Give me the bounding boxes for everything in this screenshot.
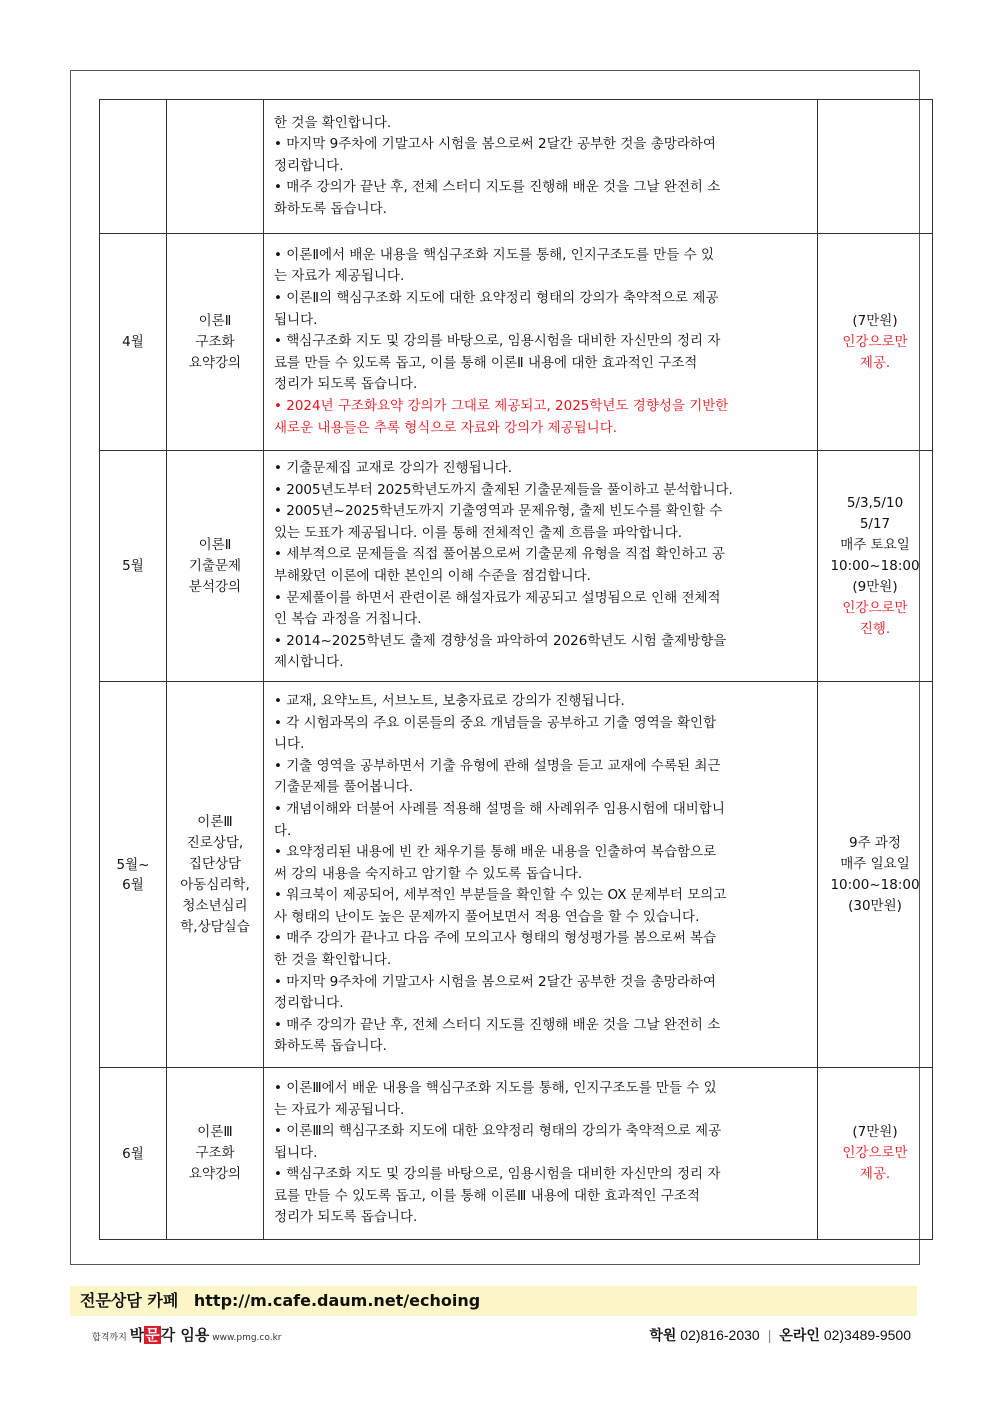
month-cell-line: 6월 xyxy=(122,876,144,893)
course-cell-line: 이론Ⅲ xyxy=(197,813,233,830)
description-cell-line: • 매주 강의가 끝나고 다음 주에 모의고사 형태의 형성평가를 봄으로써 복습 xyxy=(274,930,717,947)
cafe-label: 전문상담 카페 xyxy=(80,1291,179,1310)
description-cell-line: 새로운 내용들은 추록 형식으로 자료와 강의가 제공됩니다. xyxy=(274,419,618,436)
description-cell xyxy=(264,1068,818,1240)
course-cell-line: 요약강의 xyxy=(188,1166,242,1182)
schedule-row xyxy=(100,1068,933,1240)
academy-label: 학원 xyxy=(649,1328,677,1344)
description-cell xyxy=(264,451,818,682)
course-cell xyxy=(167,100,264,234)
description-cell-line: • 2024년 구조화요약 강의가 그대로 제공되고, 2025학년도 경향성을 기반한 xyxy=(274,397,729,414)
description-cell-line: 한 것을 확인합니다. xyxy=(274,952,392,969)
description-cell-line: • 매주 강의가 끝난 후, 전체 스터디 지도를 진행해 배운 것을 그날 완전히 소 xyxy=(274,179,721,196)
description-cell-line: • 핵심구조화 지도 및 강의를 바탕으로, 임용시험을 대비한 자신만의 정리 자 xyxy=(274,333,721,350)
month-cell xyxy=(100,682,167,1068)
description-cell-line: • 이론Ⅱ의 핵심구조화 지도에 대한 요약정리 형태의 강의가 축약적으로 제공 xyxy=(274,290,719,307)
description-cell-line: 있는 도표가 제공됩니다. 이를 통해 전체적인 출제 흐름을 파악합니다. xyxy=(274,524,683,541)
fee-note-cell-line: 진행. xyxy=(859,620,891,637)
description-cell-line: 써 강의 내용을 숙지하고 암기할 수 있도록 돕습니다. xyxy=(274,865,583,882)
description-cell-line: 정리합니다. xyxy=(274,157,344,174)
course-cell xyxy=(167,1068,264,1240)
description-cell-line: • 교재, 요약노트, 서브노트, 보충자료로 강의가 진행됩니다. xyxy=(274,692,625,709)
fee-note-cell xyxy=(818,100,933,234)
course-cell xyxy=(167,234,264,451)
description-cell-line: • 워크북이 제공되어, 세부적인 부분들을 확인할 수 있는 OX 문제부터 모의고 xyxy=(274,887,727,904)
fee-note-cell-line: 5/17 xyxy=(859,515,891,532)
month-cell xyxy=(100,234,167,451)
fee-note-cell-line: 인강으로만 xyxy=(842,333,908,350)
fee-note-cell-line: 인강으로만 xyxy=(842,1145,908,1161)
fee-note-cell xyxy=(818,1068,933,1240)
schedule-table xyxy=(99,99,933,1240)
fee-note-cell-line: 매주 토요일 xyxy=(840,536,910,553)
fee-note-cell xyxy=(818,682,933,1068)
course-cell xyxy=(167,451,264,682)
description-cell-line: 기출문제를 풀어봅니다. xyxy=(274,779,413,796)
course-cell-line: 이론Ⅱ xyxy=(198,312,232,329)
description-cell-line: 화하도록 돕습니다. xyxy=(274,200,387,217)
fee-note-cell-line: 제공. xyxy=(859,354,891,371)
fee-note-cell-line: (7만원) xyxy=(852,1124,898,1140)
fee-note-cell-line: 10:00~18:00 xyxy=(830,876,920,893)
description-cell-line: • 2005년도부터 2025학년도까지 출제된 기출문제들을 풀이하고 분석합니다. xyxy=(274,481,733,498)
fee-note-cell-line: (9만원) xyxy=(852,578,898,595)
description-cell-line: • 이론Ⅱ에서 배운 내용을 핵심구조화 지도를 통해, 인지구조도를 만들 수 있 xyxy=(274,246,714,263)
course-cell-line: 요약강의 xyxy=(188,354,242,371)
description-cell-line: • 마지막 9주차에 기말고사 시험을 봄으로써 2달간 공부한 것을 총망라하여 xyxy=(274,973,716,990)
description-cell-line: 다. xyxy=(274,822,292,839)
description-cell-line: 됩니다. xyxy=(274,1144,318,1161)
description-cell-line: 는 자료가 제공됩니다. xyxy=(274,268,405,285)
course-cell-line: 아동심리학, xyxy=(180,876,250,893)
description-cell-line: • 이론Ⅲ에서 배운 내용을 핵심구조화 지도를 통해, 인지구조도를 만들 수 있 xyxy=(274,1079,717,1096)
fee-note-cell-line: (7만원) xyxy=(852,312,898,329)
fee-note-cell-line: 인강으로만 xyxy=(842,599,908,616)
description-cell-line: • 요약정리된 내용에 빈 칸 채우기를 통해 배운 내용을 인출하여 복습함으로 xyxy=(274,844,717,861)
month-cell-line: 5월~ xyxy=(116,856,150,873)
schedule-row xyxy=(100,682,933,1068)
online-label: 온라인 xyxy=(779,1328,820,1344)
description-cell-line: 료를 만들 수 있도록 돕고, 이를 통해 이론Ⅲ 내용에 대한 효과적인 구조적 xyxy=(274,1187,700,1204)
course-cell-line: 구조화 xyxy=(195,1145,235,1161)
schedule-row xyxy=(100,234,933,451)
month-cell-line: 4월 xyxy=(122,334,144,350)
fee-note-cell-line: 10:00~18:00 xyxy=(830,557,920,574)
course-cell-line: 분석강의 xyxy=(188,578,242,595)
fee-note-cell-line: 5/3,5/10 xyxy=(846,494,904,511)
description-cell-line: 정리가 되도록 돕습니다. xyxy=(274,1209,418,1226)
description-cell-line: • 세부적으로 문제들을 직접 풀어봄으로써 기출문제 유형을 직접 확인하고 공 xyxy=(274,546,725,563)
fee-note-cell-line: 매주 일요일 xyxy=(840,855,910,872)
course-cell-line: 학,상담실습 xyxy=(180,918,250,935)
fee-note-cell-line: 제공. xyxy=(859,1166,891,1182)
fee-note-cell xyxy=(818,234,933,451)
description-cell-line: 정리합니다. xyxy=(274,995,344,1012)
description-cell-line: • 매주 강의가 끝난 후, 전체 스터디 지도를 진행해 배운 것을 그날 완전히 소 xyxy=(274,1016,721,1033)
description-cell-line: • 핵심구조화 지도 및 강의를 바탕으로, 임용시험을 대비한 자신만의 정리 자 xyxy=(274,1166,721,1183)
footer xyxy=(70,1322,917,1348)
month-cell xyxy=(100,1068,167,1240)
fee-note-cell-line: 9주 과정 xyxy=(848,834,901,851)
course-cell-line: 집단상담 xyxy=(188,855,242,872)
description-cell-line: • 문제풀이를 하면서 관련이론 해설자료가 제공되고 설명됨으로 인해 전체적 xyxy=(274,589,721,606)
brand-site-link[interactable]: www.pmg.co.kr xyxy=(212,1333,282,1343)
course-cell-line: 청소년심리 xyxy=(182,897,248,914)
brand-name: 박문각 임용 xyxy=(129,1326,210,1344)
online-phone: 02)3489-9500 xyxy=(823,1327,911,1343)
academy-phone: 02)816-2030 xyxy=(680,1327,760,1343)
description-cell-line: 한 것을 확인합니다. xyxy=(274,114,392,131)
contact-info: 학원 02)816-2030 | 온라인 02)3489-9500 xyxy=(649,1327,911,1344)
description-cell xyxy=(264,682,818,1068)
description-cell-line: 정리가 되도록 돕습니다. xyxy=(274,376,418,393)
cafe-url-link[interactable]: http://m.cafe.daum.net/echoing xyxy=(193,1291,481,1310)
course-cell-line: 기출문제 xyxy=(188,557,242,574)
description-cell-line: • 마지막 9주차에 기말고사 시험을 봄으로써 2달간 공부한 것을 총망라하여 xyxy=(274,136,716,153)
description-cell-line: • 개념이해와 더불어 사례를 적용해 설명을 해 사례위주 임용시험에 대비합니 xyxy=(274,800,725,817)
description-cell-line: • 2005년~2025학년도까지 기출영역과 문제유형, 출제 빈도수를 확인할 수 xyxy=(274,503,723,520)
description-cell-line: • 각 시험과목의 주요 이론들의 중요 개념들을 공부하고 기출 영역을 확인합 xyxy=(274,714,717,731)
description-cell-line: 부해왔던 이론에 대한 본인의 이해 수준을 점검합니다. xyxy=(274,568,591,584)
month-cell xyxy=(100,451,167,682)
course-cell-line: 구조화 xyxy=(195,333,235,350)
cafe-banner xyxy=(70,1286,917,1316)
description-cell-line: • 기출문제집 교재로 강의가 진행됩니다. xyxy=(274,460,513,477)
fee-note-cell xyxy=(818,451,933,682)
schedule-row xyxy=(100,100,933,234)
description-cell xyxy=(264,234,818,451)
description-cell-line: 는 자료가 제공됩니다. xyxy=(274,1101,405,1118)
description-cell-line: 인 복습 과정을 거칩니다. xyxy=(274,611,422,628)
description-cell-line: • 기출 영역을 공부하면서 기출 유형에 관해 설명을 듣고 교재에 수록된 최근 xyxy=(274,757,721,774)
brand-logo xyxy=(92,1326,281,1347)
description-cell-line: 화하도록 돕습니다. xyxy=(274,1038,387,1055)
fee-note-cell-line: (30만원) xyxy=(848,897,902,914)
description-cell-line: 제시합니다. xyxy=(274,654,344,671)
description-cell-line: • 이론Ⅲ의 핵심구조화 지도에 대한 요약정리 형태의 강의가 축약적으로 제공 xyxy=(274,1123,722,1140)
course-cell-line: 이론Ⅲ xyxy=(197,1124,233,1140)
description-cell-line: 됩니다. xyxy=(274,311,318,328)
course-cell xyxy=(167,682,264,1068)
description-cell-line: 료를 만들 수 있도록 돕고, 이를 통해 이론Ⅱ 내용에 대한 효과적인 구조적 xyxy=(274,354,698,371)
description-cell xyxy=(264,100,818,234)
month-cell-line: 6월 xyxy=(122,1145,144,1162)
description-cell-line: • 2014~2025학년도 출제 경향성을 파악하여 2026학년도 시험 출제방향을 xyxy=(274,632,727,649)
description-cell-line: 사 형태의 난이도 높은 문제까지 풀어보면서 적용 연습을 할 수 있습니다. xyxy=(274,908,700,925)
course-cell-line: 이론Ⅱ xyxy=(198,536,232,553)
schedule-row xyxy=(100,451,933,682)
description-cell-line: 니다. xyxy=(274,736,305,753)
month-cell-line: 5월 xyxy=(122,558,144,574)
brand-tagline: 합격까지 xyxy=(92,1333,127,1343)
course-cell-line: 진로상담, xyxy=(186,834,244,851)
month-cell xyxy=(100,100,167,234)
